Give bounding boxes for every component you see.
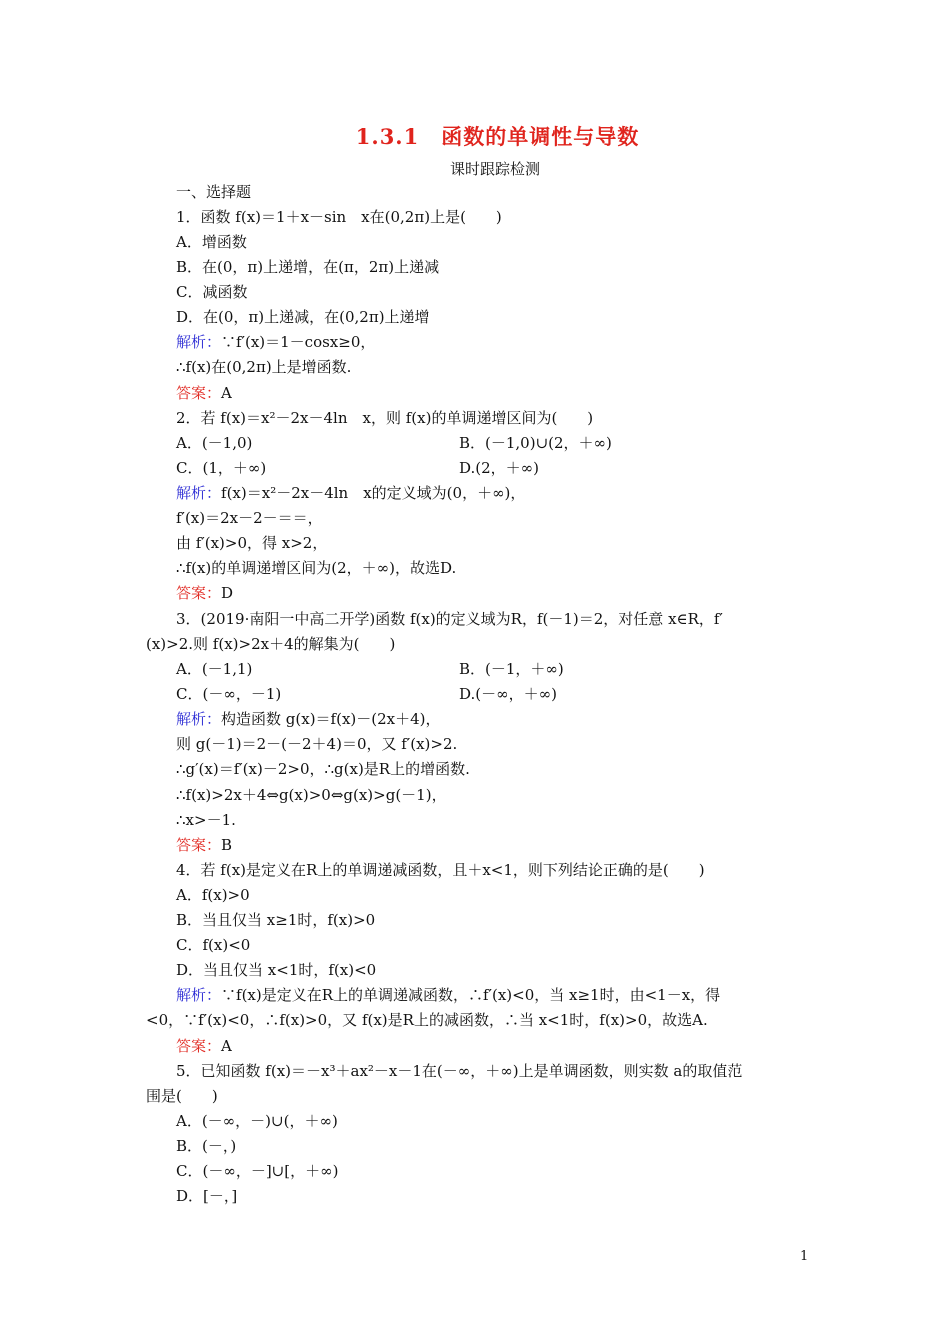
answer-label: 答案： [176,836,222,854]
q5-option-c: C．(－∞，－]∪[，＋∞) [176,1162,339,1180]
q1-solution-2: ∴f(x)在(0,2π)上是增函数. [176,358,352,376]
analysis-label: 解析： [176,710,222,728]
q1-answer: A [221,384,232,402]
q3-solution-4: ∴f(x)>2x＋4⇔g(x)>0⇔g(x)>g(－1)， [176,786,447,804]
q2-option-b: B．(－1,0)∪(2，＋∞) [459,434,612,452]
section-heading: 一、选择题 [176,183,252,201]
q3-option-c: C．(－∞，－1) [176,685,282,703]
page-title: 1.3.1 函数的单调性与导数 [355,124,640,149]
q3-solution-2: 则 g(－1)＝2－(－2＋4)＝0，又 f′(x)>2. [176,735,458,753]
q4-solution-1: ∵f(x)是定义在R上的单调递减函数，∴f′(x)<0，当 x≥1时，由<1－x，得 [221,986,721,1004]
q3-stem-1: 3．(2019·南阳一中高二开学)函数 f(x)的定义域为R，f(－1)＝2，对任意 x∈R，f′ [176,610,723,628]
page-subtitle: 课时跟踪检测 [449,160,540,178]
analysis-label: 解析： [176,484,222,502]
q3-stem-2: (x)>2.则 f(x)>2x＋4的解集为( ) [146,635,396,653]
q2-solution-3: 由 f′(x)>0，得 x>2， [176,534,328,552]
answer-label: 答案： [176,584,222,602]
q1-option-d: D．在(0，π)上递减，在(0,2π)上递增 [176,308,430,326]
q3-solution-3: ∴g′(x)＝f′(x)－2>0，∴g(x)是R上的增函数. [176,760,470,778]
q2-solution-1: f(x)＝x²－2x－4ln x的定义域为(0，＋∞)， [221,484,526,502]
q1-answer-line [176,383,232,403]
q4-option-b: B．当且仅当 x≥1时，f(x)>0 [176,911,376,929]
q5-option-d: D．[－，] [176,1187,238,1205]
analysis-label: 解析： [176,986,222,1004]
q5-option-b: B．(－，) [176,1137,237,1155]
q1-stem: 1．函数 f(x)＝1＋x－sin x在(0,2π)上是( ) [176,208,502,226]
q3-solution-5: ∴x>－1. [176,811,236,829]
q3-answer-line [176,835,232,855]
q1-option-c: C．减函数 [176,283,248,301]
q4-solution-2: <0，∵f′(x)<0，∴f(x)>0，又 f(x)是R上的减函数，∴当 x<1时，f(x)>0，故选A. [146,1011,708,1029]
q2-option-c: C．(1，＋∞) [176,459,267,477]
q4-stem: 4．若 f(x)是定义在R上的单调递减函数，且＋x<1，则下列结论正确的是( ) [176,861,705,879]
q3-answer: B [221,836,233,854]
q3-option-b: B．(－1，＋∞) [459,660,564,678]
q1-solution-1: ∵f′(x)＝1－cosx≥0， [221,333,376,351]
q5-stem-2: 围是( ) [146,1087,218,1105]
page-number: 1 [800,1249,809,1264]
q4-option-a: A．f(x)>0 [176,886,250,904]
q4-answer-line [176,1036,232,1056]
q2-answer-line [176,583,233,603]
q1-option-a: A．增函数 [176,233,247,251]
answer-label: 答案： [176,384,222,402]
q2-option-d: D.(2，＋∞) [459,459,540,477]
q2-solution-2: f′(x)＝2x－2－＝＝， [176,509,323,527]
q5-stem-1: 5．已知函数 f(x)＝－x³＋ax²－x－1在(－∞，＋∞)上是单调函数，则实数 a的取值范 [176,1062,743,1080]
q4-solution-line [176,985,720,1005]
q2-solution-4: ∴f(x)的单调递增区间为(2，＋∞)，故选D. [176,559,457,577]
q5-option-a: A．(－∞，－)∪(，＋∞) [176,1112,338,1130]
answer-label: 答案： [176,1037,222,1055]
q2-option-a: A．(－1,0) [176,434,253,452]
q1-solution-line [176,332,375,352]
q4-option-d: D．当且仅当 x<1时，f(x)<0 [176,961,377,979]
analysis-label: 解析： [176,333,222,351]
q4-answer: A [221,1037,232,1055]
q2-stem: 2．若 f(x)＝x²－2x－4ln x，则 f(x)的单调递增区间为( ) [176,409,594,427]
q3-option-d: D.(－∞，＋∞) [459,685,557,703]
q2-answer: D [221,584,234,602]
q3-solution-1: 构造函数 g(x)＝f(x)－(2x＋4)， [221,710,441,728]
q4-option-c: C．f(x)<0 [176,936,251,954]
q3-solution-line [176,709,441,729]
q3-option-a: A．(－1,1) [176,660,253,678]
q2-solution-line [176,483,525,503]
q1-option-b: B．在(0，π)上递增，在(π，2π)上递减 [176,258,440,276]
